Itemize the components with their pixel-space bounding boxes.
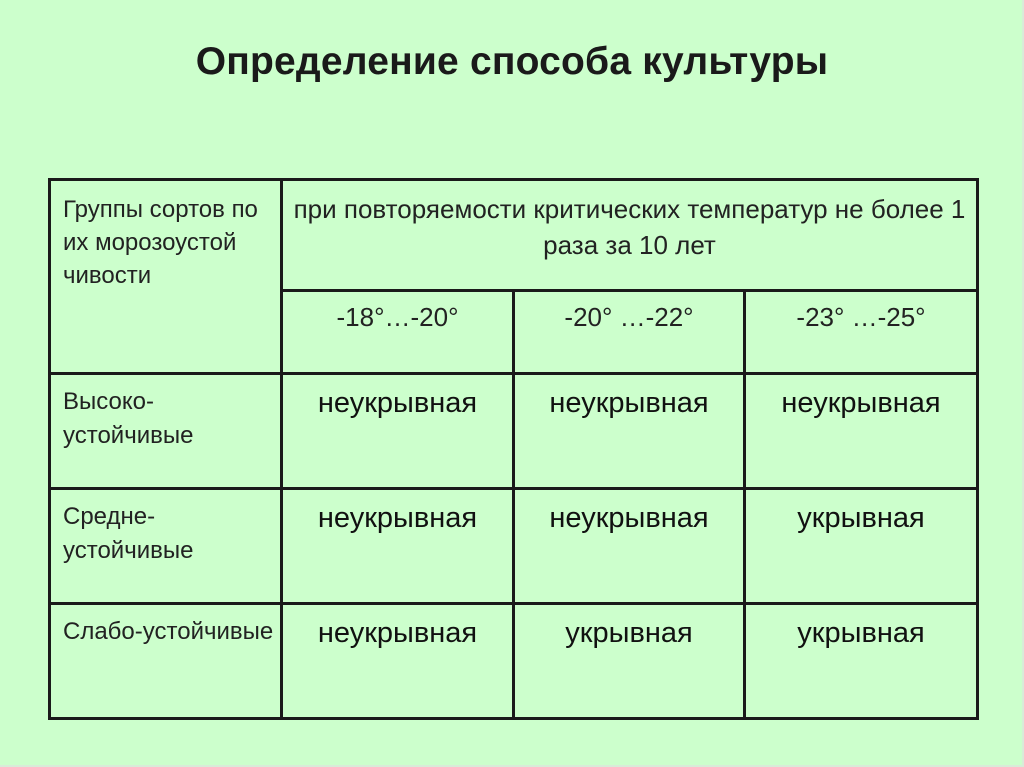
temperature-condition-header: при повторяемости критических температур не более 1 раза за 10 лет <box>282 180 978 291</box>
table-cell: неукрывная <box>282 489 514 604</box>
row-label-high: Высоко-устойчивые <box>50 374 282 489</box>
table-cell: неукрывная <box>514 489 745 604</box>
table-cell: неукрывная <box>282 604 514 719</box>
table-cell: неукрывная <box>282 374 514 489</box>
row-label-low: Слабо-устойчивые <box>50 604 282 719</box>
range-header-1: -18°…-20° <box>282 291 514 374</box>
slide-title: Определение способа культуры <box>195 40 829 83</box>
table-cell: неукрывная <box>514 374 745 489</box>
table-header-row <box>50 180 978 291</box>
table-row <box>50 604 978 719</box>
group-column-header: Группы сортов по их морозоустой чивости <box>50 180 282 374</box>
table-cell: неукрывная <box>745 374 978 489</box>
table-cell: укрывная <box>514 604 745 719</box>
table-row <box>50 374 978 489</box>
range-header-2: -20° …-22° <box>514 291 745 374</box>
table-cell: укрывная <box>745 604 978 719</box>
range-header-3: -23° …-25° <box>745 291 978 374</box>
table-row <box>50 489 978 604</box>
row-label-medium: Средне-устойчивые <box>50 489 282 604</box>
table-cell: укрывная <box>745 489 978 604</box>
frost-resistance-table <box>48 178 979 720</box>
